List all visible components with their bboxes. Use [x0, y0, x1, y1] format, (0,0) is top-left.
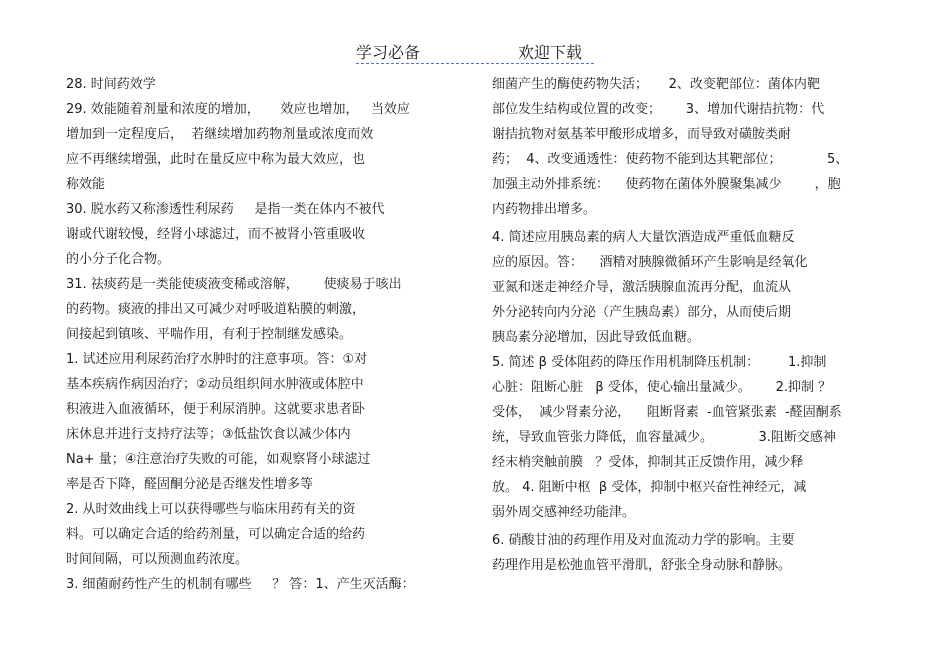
header-dashed-rule: [356, 63, 594, 64]
text-line: Na+ 量；④注意治疗失败的可能，如观察肾小球滤过: [66, 452, 371, 467]
text-line: 谢拮抗物对氨基苯甲酸形成增多，而导致对磺胺类耐: [492, 127, 792, 142]
text-line: 1. 试述应用利尿药治疗水肿时的注意事项。答：①对: [66, 352, 368, 367]
text-line: 积液进入血液循环，便于利尿消肿。这就要求患者卧: [66, 402, 366, 417]
text-line: 2. 从时效曲线上可以获得哪些与临床用药有关的资: [66, 502, 356, 517]
text-line: 应不再继续增强，此时在量反应中称为最大效应，也: [66, 152, 366, 167]
text-line: 弱外周交感神经功能津。: [492, 505, 636, 520]
right-column: [492, 72, 884, 578]
text-line: 细菌产生的酶使药物失活； 2、改变靶部位：菌体内靶: [492, 77, 820, 92]
text-line: 的小分子化合物。: [66, 252, 171, 267]
text-line: 加强主动外排系统： 使药物在菌体外膜聚集减少 ，胞: [492, 177, 841, 192]
text-line: 的药物。痰液的排出又可减少对呼吸道粘膜的刺激，: [66, 302, 366, 317]
text-line: 外分泌转向内分泌（产生胰岛素）部分，从而使后期: [492, 305, 792, 320]
text-line: 率是否下降，醛固酮分泌是否继发性增多等: [66, 477, 314, 492]
text-line: 放。 4. 阻断中枢 β 受体，抑制中枢兴奋性神经元，减: [492, 480, 807, 495]
header-left-text: 学习必备: [356, 43, 421, 62]
text-line: 料。可以确定合适的给药剂量，可以确定合适的给药: [66, 527, 366, 542]
left-column: [66, 72, 458, 597]
text-line: 基本疾病作病因治疗；②动员组织间水肿液或体腔中: [66, 377, 364, 392]
text-line: 内药物排出增多。: [492, 202, 597, 217]
text-line: 统，导致血管张力降低，血容量减少。 3.阻断交感神: [492, 430, 836, 445]
text-line: 3. 细菌耐药性产生的机制有哪些 ？ 答：1、产生灭活酶：: [66, 577, 415, 592]
text-line: 药； 4、改变通透性：使药物不能到达其靶部位； 5、: [492, 152, 849, 167]
text-line: 称效能: [66, 177, 106, 192]
text-line: 增加到一定程度后， 若继续增加药物剂量或浓度而效: [66, 127, 374, 142]
text-line: 31. 祛痰药是一类能使痰液变稀或溶解， 使痰易于咳出: [66, 277, 402, 292]
text-line: 部位发生结构或位置的改变； 3、增加代谢拮抗物：代: [492, 102, 825, 117]
text-line: 应的原因。答： 酒精对胰腺微循环产生影响是经氧化: [492, 255, 808, 270]
text-line: 28. 时间药效学: [66, 77, 156, 92]
text-line: 谢或代谢较慢，经肾小球滤过，而不被肾小管重吸收: [66, 227, 366, 242]
text-line: 床休息并进行支持疗法等；③低盐饮食以减少体内: [66, 427, 351, 442]
text-line: 经末梢突触前膜 ？受体，抑制其正反馈作用，减少释: [492, 455, 804, 470]
text-line: 29. 效能随着剂量和浓度的增加， 效应也增加， 当效应: [66, 102, 410, 117]
text-line: 4. 简述应用胰岛素的病人大量饮酒造成严重低血糖反: [492, 230, 795, 245]
text-line: 亚氮和迷走神经介导，激活胰腺血流再分配，血流从: [492, 280, 792, 295]
text-line: 6. 硝酸甘油的药理作用及对血流动力学的影响。主要: [492, 533, 795, 548]
text-line: 胰岛素分泌增加，因此导致低血糖。: [492, 330, 701, 345]
text-line: 心脏：阻断心脏 β 受体，使心输出量减少。 2.抑制 ？: [492, 380, 832, 395]
text-line: 30. 脱水药又称渗透性利尿药 是指一类在体内不被代: [66, 202, 385, 217]
text-line: 药理作用是松弛血管平滑肌，舒张全身动脉和静脉。: [492, 558, 792, 573]
header-right-text: 欢迎下载: [518, 43, 583, 62]
text-line: 受体， 减少肾素分泌， 阻断肾素 -血管紧张素 -醛固酮系: [492, 405, 842, 420]
text-line: 5. 简述 β 受体阻药的降压作用机制降压机制： 1.抑制: [492, 355, 827, 370]
text-line: 时间间隔，可以预测血药浓度。: [66, 552, 249, 567]
text-line: 间接起到镇咳、平喘作用，有利于控制继发感染。: [66, 327, 353, 342]
page-header: [0, 42, 950, 66]
